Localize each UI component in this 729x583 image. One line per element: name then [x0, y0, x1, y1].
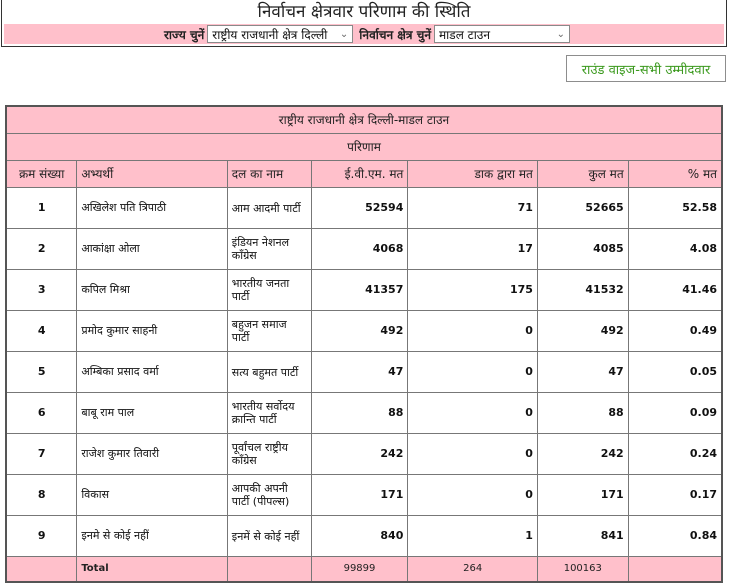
table-row [6, 392, 722, 433]
total-evm-votes: 99899 [311, 556, 408, 582]
page-title: निर्वाचन क्षेत्रवार परिणाम की स्थिति [257, 2, 471, 22]
header-box [1, 0, 727, 47]
postal-votes-cell: 0 [408, 433, 538, 474]
col-header-total-votes: कुल मत [537, 160, 628, 187]
serial-cell: 5 [6, 351, 77, 392]
evm-votes-cell: 41357 [311, 269, 408, 310]
table-header-row [6, 160, 722, 187]
party-cell: आम आदमी पार्टी [227, 187, 311, 228]
vote-percent-cell: 0.24 [628, 433, 722, 474]
vote-percent-cell: 0.49 [628, 310, 722, 351]
postal-votes-cell: 0 [408, 474, 538, 515]
party-cell: भारतीय सर्वोदय क्रान्ति पार्टी [227, 392, 311, 433]
postal-votes-cell: 175 [408, 269, 538, 310]
party-cell: इंडियन नेशनल कॉंग्रेस [227, 228, 311, 269]
results-table [5, 105, 723, 583]
total-votes-cell: 41532 [537, 269, 628, 310]
table-row [6, 351, 722, 392]
evm-votes-cell: 52594 [311, 187, 408, 228]
candidate-cell: राजेश कुमार तिवारी [77, 433, 227, 474]
col-header-vote-percent: % मत [628, 160, 722, 187]
party-cell: बहुजन समाज पार्टी [227, 310, 311, 351]
postal-votes-cell: 0 [408, 351, 538, 392]
constituency-select[interactable] [434, 25, 570, 43]
table-row [6, 515, 722, 556]
evm-votes-cell: 492 [311, 310, 408, 351]
candidate-cell: अखिलेश पति त्रिपाठी [77, 187, 227, 228]
vote-percent-cell: 0.17 [628, 474, 722, 515]
total-votes-cell: 841 [537, 515, 628, 556]
table-row [6, 474, 722, 515]
vote-percent-cell: 0.84 [628, 515, 722, 556]
total-postal-votes: 264 [408, 556, 538, 582]
postal-votes-cell: 17 [408, 228, 538, 269]
vote-percent-cell: 0.09 [628, 392, 722, 433]
postal-votes-cell: 1 [408, 515, 538, 556]
total-votes: 100163 [537, 556, 628, 582]
col-header-candidate: अभ्यर्थी [77, 160, 227, 187]
evm-votes-cell: 4068 [311, 228, 408, 269]
serial-cell: 3 [6, 269, 77, 310]
serial-cell: 1 [6, 187, 77, 228]
serial-cell: 7 [6, 433, 77, 474]
evm-votes-cell: 840 [311, 515, 408, 556]
evm-votes-cell: 171 [311, 474, 408, 515]
col-header-serial: क्रम संख्या [6, 160, 77, 187]
total-serial-cell [6, 556, 77, 582]
table-row [6, 228, 722, 269]
chevron-down-icon: ⌄ [339, 28, 349, 40]
total-party-cell [227, 556, 311, 582]
party-cell: सत्य बहुमत पार्टी [227, 351, 311, 392]
party-cell: आपकी अपनी पार्टी (पीपल्स) [227, 474, 311, 515]
party-cell: इनमें से कोई नहीं [227, 515, 311, 556]
table-row [6, 310, 722, 351]
table-title: राष्ट्रीय राजधानी क्षेत्र दिल्ली-माडल टाउन [6, 106, 722, 133]
state-label: राज्य चुनें [163, 27, 205, 42]
postal-votes-cell: 0 [408, 392, 538, 433]
constituency-label: निर्वाचन क्षेत्र चुनें [359, 27, 431, 42]
candidate-cell: इनमे से कोई नहीं [77, 515, 227, 556]
round-wise-all-candidates-button[interactable]: राउंड वाइज-सभी उम्मीदवार [566, 55, 726, 82]
total-votes-cell: 52665 [537, 187, 628, 228]
candidate-cell: विकास [77, 474, 227, 515]
candidate-cell: बाबू राम पाल [77, 392, 227, 433]
postal-votes-cell: 71 [408, 187, 538, 228]
filter-bar [4, 24, 724, 44]
table-row [6, 269, 722, 310]
total-label: Total [77, 556, 227, 582]
total-votes-cell: 4085 [537, 228, 628, 269]
party-cell: पूर्वांचल राष्ट्रीय कॉंग्रेस [227, 433, 311, 474]
postal-votes-cell: 0 [408, 310, 538, 351]
total-votes-cell: 242 [537, 433, 628, 474]
constituency-select-value: माडल टाउन [439, 27, 491, 42]
party-cell: भारतीय जनता पार्टी [227, 269, 311, 310]
candidate-cell: प्रमोद कुमार साहनी [77, 310, 227, 351]
serial-cell: 9 [6, 515, 77, 556]
evm-votes-cell: 88 [311, 392, 408, 433]
state-select[interactable] [207, 25, 353, 43]
total-votes-cell: 88 [537, 392, 628, 433]
vote-percent-cell: 4.08 [628, 228, 722, 269]
table-row [6, 187, 722, 228]
serial-cell: 2 [6, 228, 77, 269]
col-header-postal-votes: डाक द्वारा मत [408, 160, 538, 187]
evm-votes-cell: 47 [311, 351, 408, 392]
chevron-down-icon: ⌄ [556, 28, 565, 40]
candidate-cell: आकांक्षा ओला [77, 228, 227, 269]
state-select-value: राष्ट्रीय राजधानी क्षेत्र दिल्ली [212, 27, 328, 42]
total-percent [628, 556, 722, 582]
col-header-evm-votes: ई.वी.एम. मत [311, 160, 408, 187]
vote-percent-cell: 41.46 [628, 269, 722, 310]
candidate-cell: कपिल मिश्रा [77, 269, 227, 310]
serial-cell: 4 [6, 310, 77, 351]
evm-votes-cell: 242 [311, 433, 408, 474]
table-subtitle: परिणाम [6, 133, 722, 160]
serial-cell: 6 [6, 392, 77, 433]
total-votes-cell: 492 [537, 310, 628, 351]
serial-cell: 8 [6, 474, 77, 515]
col-header-party: दल का नाम [227, 160, 311, 187]
total-votes-cell: 171 [537, 474, 628, 515]
total-votes-cell: 47 [537, 351, 628, 392]
vote-percent-cell: 0.05 [628, 351, 722, 392]
candidate-cell: अम्बिका प्रसाद वर्मा [77, 351, 227, 392]
total-row [6, 556, 722, 582]
table-row [6, 433, 722, 474]
vote-percent-cell: 52.58 [628, 187, 722, 228]
